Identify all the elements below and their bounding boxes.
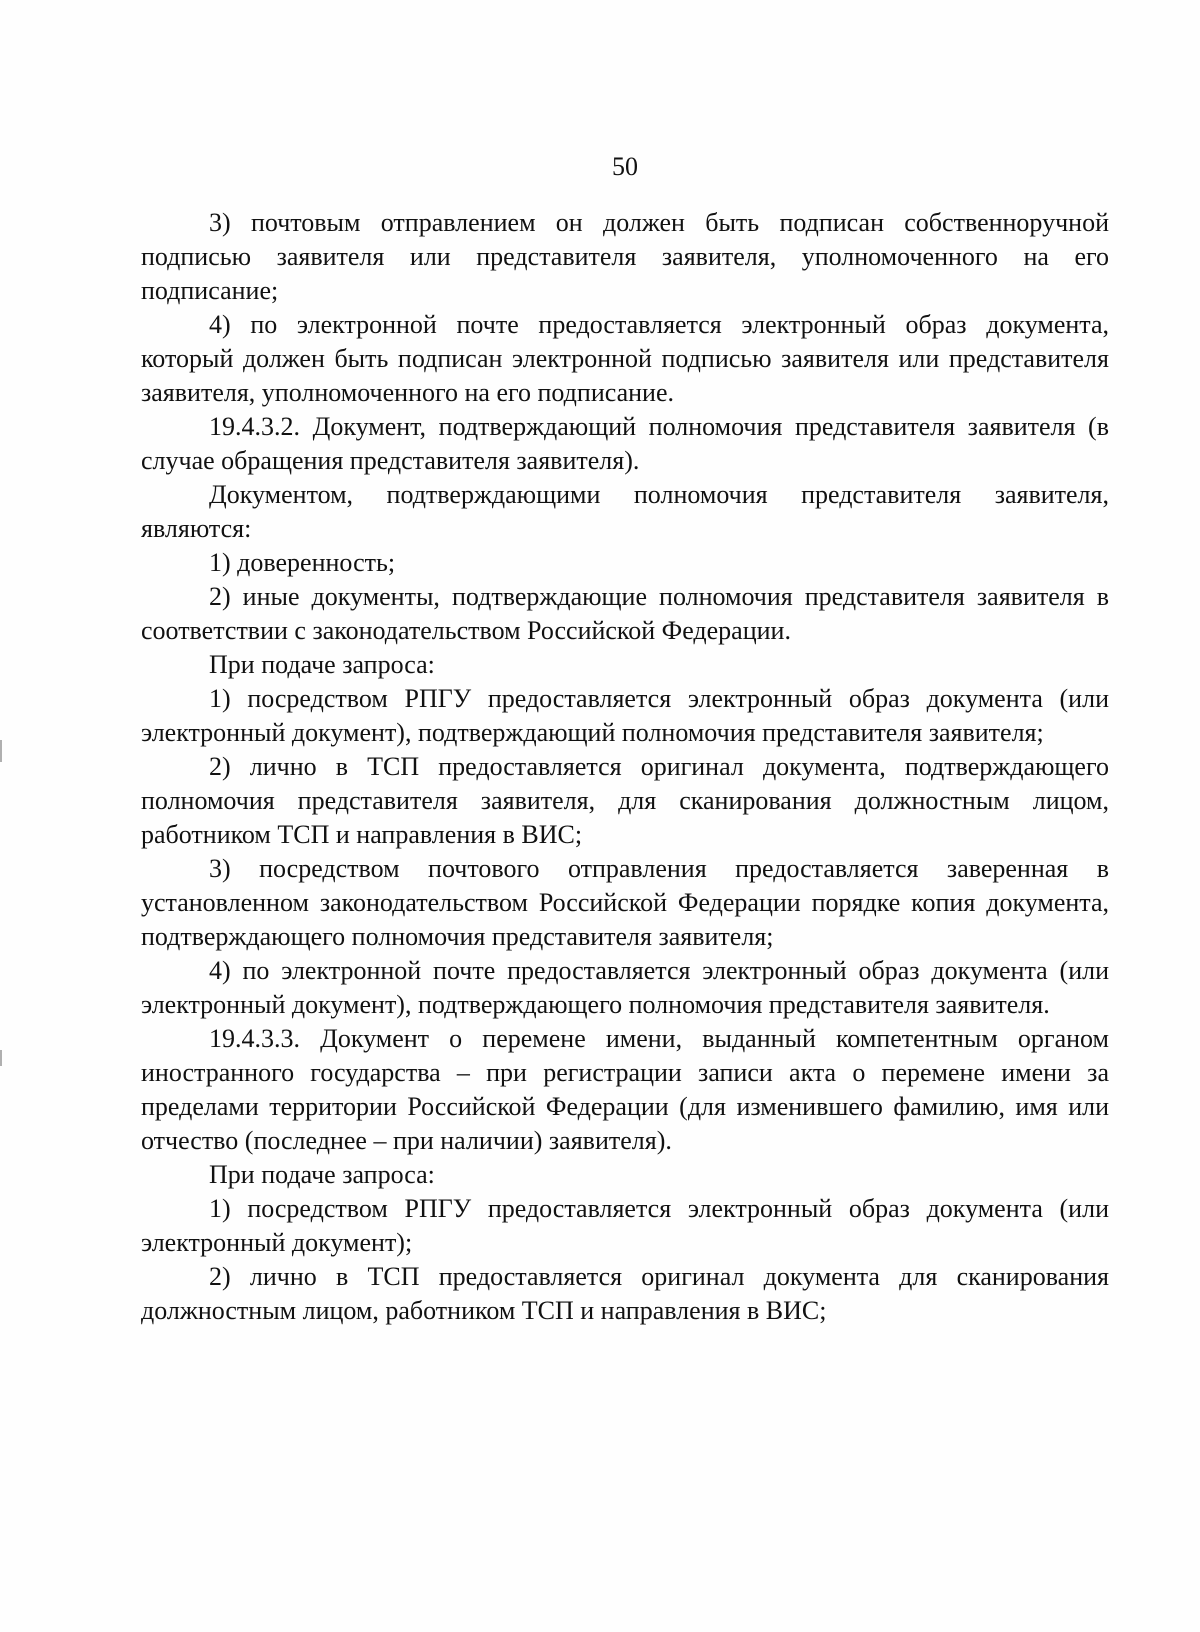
paragraph: 2) иные документы, подтверждающие полномочия представителя заявителя в соответствии с законодательством Российской Федерации. — [141, 582, 1109, 645]
paragraph: 1) посредством РПГУ предоставляется электронный образ документа (или электронный документ); — [141, 1194, 1109, 1257]
paragraph: 2) лично в ТСП предоставляется оригинал документа, подтверждающего полномочия представителя заявителя, для сканирования должностным лицом, работником ТСП и направления в ВИС; — [141, 752, 1109, 849]
paragraph: 1) посредством РПГУ предоставляется электронный образ документа (или электронный документ), подтверждающий полномочия представителя заявителя; — [141, 684, 1109, 747]
paragraph: 4) по электронной почте предоставляется электронный образ документа (или электронный документ), подтверждающего полномочия представителя заявителя. — [141, 956, 1109, 1019]
paragraph: 3) посредством почтового отправления предоставляется заверенная в установленном законодательством Российской Федерации порядке копия документа, подтверждающего полномочия представителя заявителя; — [141, 854, 1109, 951]
page-number: 50 — [612, 152, 638, 181]
scan-edge-mark — [0, 740, 2, 762]
paragraph: При подаче запроса: — [209, 1160, 435, 1189]
paragraph: 1) доверенность; — [209, 548, 396, 577]
paragraph: 4) по электронной почте предоставляется электронный образ документа, который должен быть подписан электронной подписью заявителя или представителя заявителя, уполномоченного на его подписание. — [141, 310, 1109, 407]
document-body — [141, 206, 1109, 1328]
paragraph: Документом, подтверждающими полномочия представителя заявителя, являются: — [141, 480, 1109, 543]
paragraph: 19.4.3.3. Документ о перемене имени, выданный компетентным органом иностранного государства – при регистрации записи акта о перемене имени за пределами территории Российской Федерации (для изменившего фамилию, имя или отчество (последнее – при наличии) заявителя). — [141, 1024, 1109, 1155]
scan-edge-mark — [0, 1050, 2, 1066]
paragraph: 2) лично в ТСП предоставляется оригинал документа для сканирования должностным лицом, работником ТСП и направления в ВИС; — [141, 1262, 1109, 1325]
paragraph: При подаче запроса: — [209, 650, 435, 679]
paragraph: 3) почтовым отправлением он должен быть подписан собственноручной подписью заявителя или представителя заявителя, уполномоченного на его подписание; — [141, 208, 1109, 305]
paragraph: 19.4.3.2. Документ, подтверждающий полномочия представителя заявителя (в случае обращения представителя заявителя). — [141, 412, 1109, 475]
